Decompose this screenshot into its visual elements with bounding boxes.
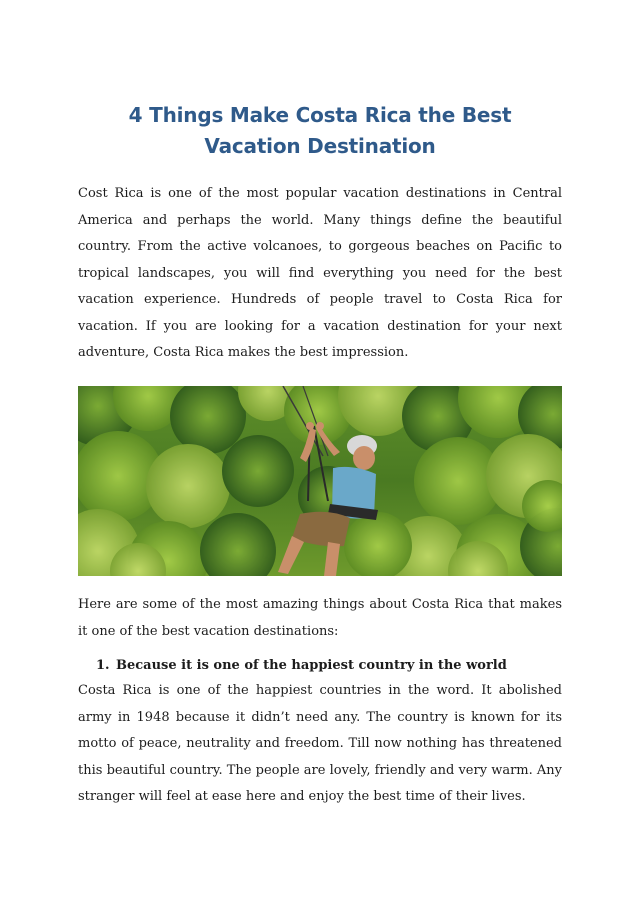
section-1-heading xyxy=(96,656,507,676)
document-title: 4 Things Make Costa Rica the Best Vacation Destination xyxy=(128,103,512,158)
section-1-heading-text: Because it is one of the happiest country in the world xyxy=(116,658,507,673)
lead-in-paragraph: Here are some of the most amazing things about Costa Rica that makes it one of the best vacation destinations: xyxy=(78,597,562,639)
intro-paragraph: Cost Rica is one of the most popular vacation destinations in Central America and perhaps the world. Many things define the beautiful country. From the active volcanoes, to gorgeous beaches on Pacific to tropical landscapes, you will find everything you need for the best vacation experience. Hundreds of people travel to Costa Rica for vacation. If you are looking for a vacation destination for your next adventure, Costa Rica makes the best impression. xyxy=(78,186,562,360)
section-1-body: Costa Rica is one of the happiest countries in the word. It abolished army in 1948 because it didn’t need any. The country is known for its motto of peace, neutrality and freedom. Till now nothing has threatened this beautiful country. The people are lovely, friendly and very warm. Any stranger will feel at ease here and enjoy the best time of their lives. xyxy=(78,683,562,804)
zipline-photo xyxy=(78,386,562,576)
section-1-number: 1. xyxy=(96,658,110,673)
